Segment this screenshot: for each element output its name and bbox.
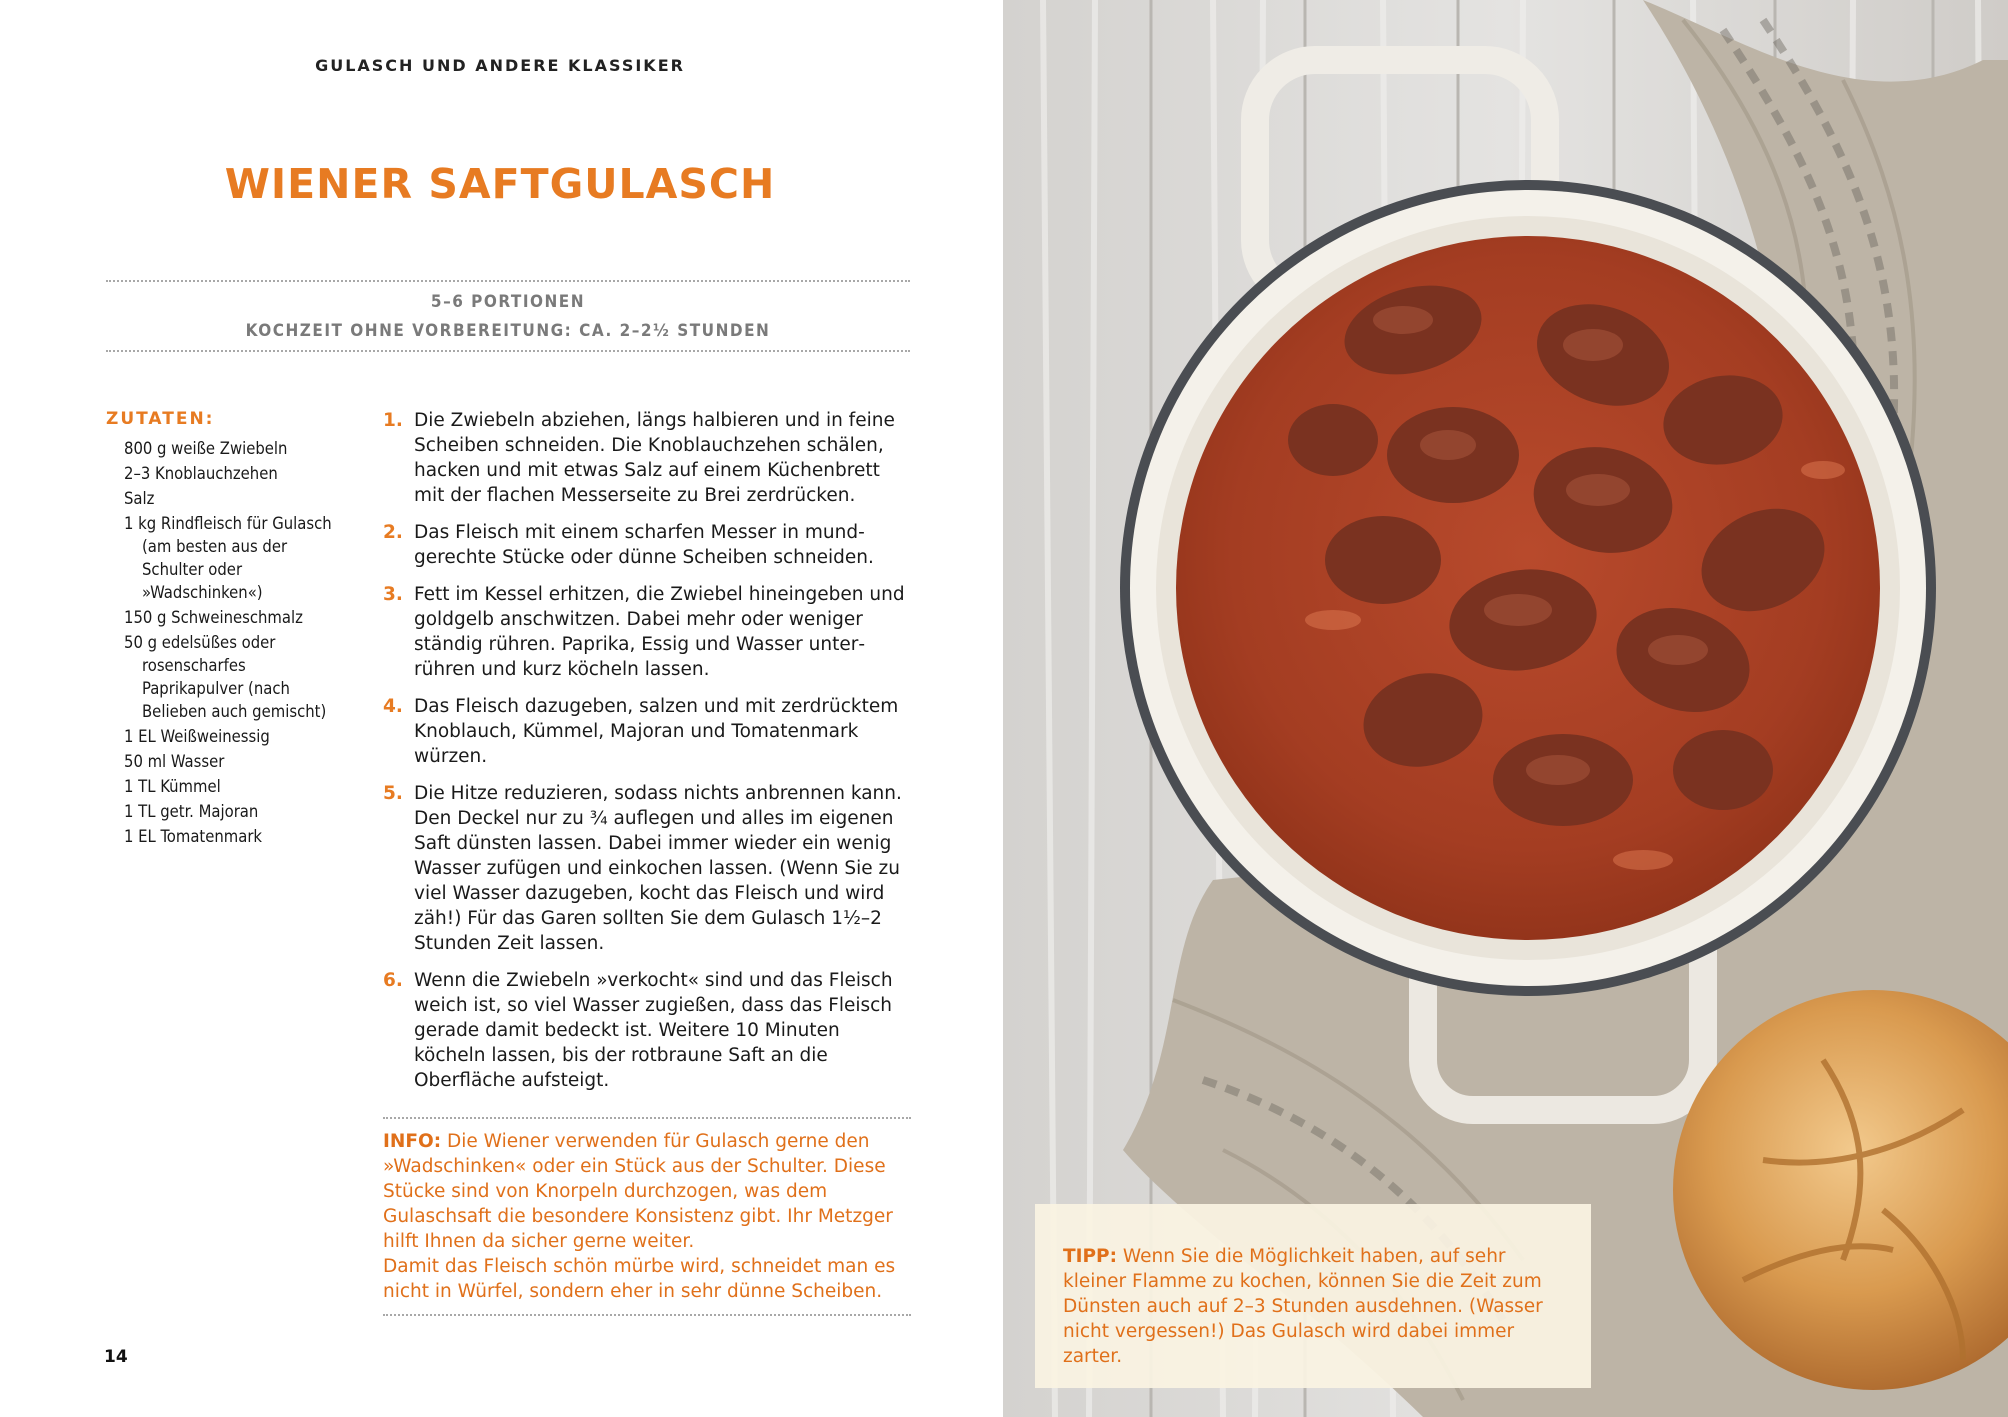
info-text: Die Wiener verwenden für Gulasch gerne den »Wadschinken« oder ein Stück aus der Schulter. Diese Stücke sind von Knorpeln durchzogen, was dem Gulaschsaft die besondere Konsistenz gibt. Ihr Metzger hilft Ihnen da sicher gerne weiter. xyxy=(383,1131,893,1252)
step-item xyxy=(383,582,913,682)
info-label: INFO: xyxy=(383,1131,442,1152)
divider-bottom xyxy=(106,350,910,352)
ingredients-list xyxy=(124,437,344,850)
step-number: 2. xyxy=(383,522,403,543)
ingredient-item: 1 EL Tomatenmark xyxy=(124,827,263,846)
tip-content xyxy=(1063,1244,1563,1369)
running-head: GULASCH UND ANDERE KLASSIKER xyxy=(315,56,685,75)
ingredients-heading: ZUTATEN: xyxy=(106,409,215,429)
step-text: Das Fleisch dazugeben, salzen und mit zerdrücktem Knoblauch, Kümmel, Majoran und Tomatenmark würzen. xyxy=(414,696,899,767)
step-text: Die Hitze reduzieren, sodass nichts anbrennen kann. Den Deckel nur zu ¾ auflegen und alles im eigenen Saft dünsten lassen. Dabei immer wieder ein wenig Wasser zufügen und einkochen lassen. (Wenn Sie zu viel Wasser dazugeben, kocht das Fleisch und wird zäh!) Für das Garen sollten Sie dem Gulasch 1½–2 Stunden Zeit lassen. xyxy=(414,783,902,954)
ingredient-item: 1 kg Rindfleisch für Gulasch (am besten aus der Schulter oder »Wadschinken«) xyxy=(124,514,332,602)
cook-time: KOCHZEIT OHNE VORBEREITUNG: CA. 2–2½ STUNDEN xyxy=(245,321,771,341)
ingredient-item: 50 g edelsüßes oder rosenscharfes Paprikapulver (nach Belieben auch gemischt) xyxy=(124,633,327,721)
step-text: Wenn die Zwiebeln »verkocht« sind und das Fleisch weich ist, so viel Wasser zugießen, dass das Fleisch gerade damit bedeckt ist. Weitere 10 Minuten köcheln lassen, bis der rotbraune Saft an die Oberfläche aufsteigt. xyxy=(414,970,893,1091)
step-number: 5. xyxy=(383,783,403,804)
step-number: 1. xyxy=(383,410,403,431)
ingredient-item: 50 ml Wasser xyxy=(124,752,225,771)
ingredient-item: 150 g Schweineschmalz xyxy=(124,608,303,627)
portions: 5–6 PORTIONEN xyxy=(430,292,586,312)
step-item xyxy=(383,694,913,769)
steps-list xyxy=(383,408,913,1105)
tip-label: TIPP: xyxy=(1063,1246,1118,1267)
step-number: 3. xyxy=(383,584,403,605)
step-item xyxy=(383,520,913,570)
ingredient-item: 1 TL getr. Majoran xyxy=(124,802,259,821)
step-text: Das Fleisch mit einem scharfen Messer in mundgerechte Stücke oder dünne Scheiben schneiden. xyxy=(414,522,874,568)
tip-box xyxy=(1035,1204,1591,1388)
step-item xyxy=(383,408,913,508)
tip-text: Wenn Sie die Möglichkeit haben, auf sehr kleiner Flamme zu kochen, können Sie die Zeit zum Dünsten auch auf 2–3 Stunden ausdehnen. (Wasser nicht vergessen!) Das Gulasch wird dabei immer zarter. xyxy=(1063,1246,1543,1367)
step-text: Die Zwiebeln abziehen, längs halbieren und in feine Scheiben schneiden. Die Knoblauchzehen schälen, hacken und mit etwas Salz auf einem Küchenbrett mit der flachen Messerseite zu Brei zerdrücken. xyxy=(414,410,895,506)
recipe-title: WIENER SAFTGULASCH xyxy=(224,160,776,208)
ingredient-item: 800 g weiße Zwiebeln xyxy=(124,439,288,458)
info-box xyxy=(383,1117,911,1316)
page-number: 14 xyxy=(104,1347,128,1367)
step-item xyxy=(383,968,913,1093)
step-item xyxy=(383,781,913,956)
ingredient-item: Salz xyxy=(124,489,155,508)
left-page xyxy=(0,0,1000,1417)
step-number: 4. xyxy=(383,696,403,717)
ingredient-item: 1 EL Weißweinessig xyxy=(124,727,270,746)
info-text-2: Damit das Fleisch schön mürbe wird, schneidet man es nicht in Würfel, sondern eher in sehr dünne Scheiben. xyxy=(383,1256,896,1302)
ingredient-item: 2–3 Knoblauchzehen xyxy=(124,464,278,483)
step-text: Fett im Kessel erhitzen, die Zwiebel hineingeben und goldgelb anschwitzen. Dabei mehr oder weniger ständig rühren. Paprika, Essig und Wasser unterrühren und kurz köcheln lassen. xyxy=(414,584,905,680)
step-number: 6. xyxy=(383,970,403,991)
ingredient-item: 1 TL Kümmel xyxy=(124,777,221,796)
divider-top xyxy=(106,280,910,282)
